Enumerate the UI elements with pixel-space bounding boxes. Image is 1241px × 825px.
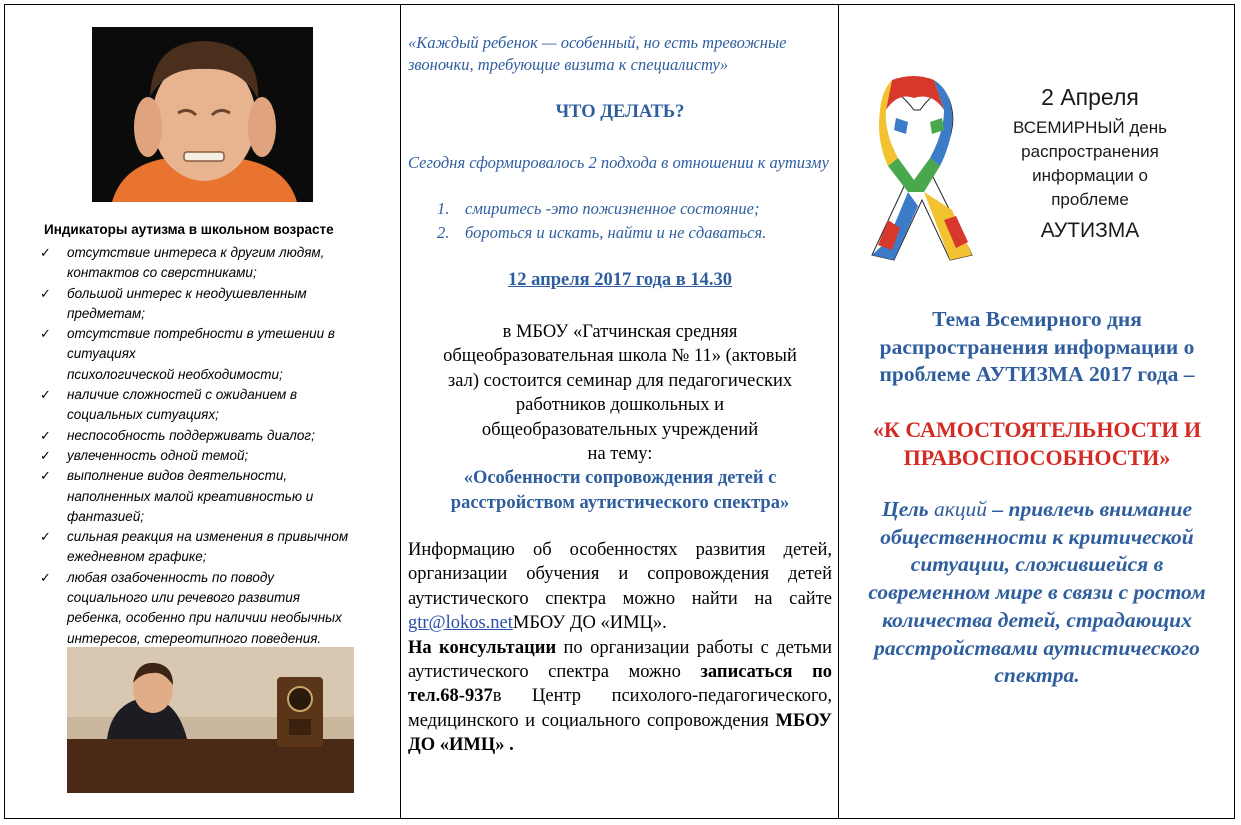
seminar-date-text: 12 апреля 2017 года в 14.30 xyxy=(507,270,733,290)
topic-line: «Особенности сопровождения детей с xyxy=(463,468,777,489)
indicator-line: интересов, стереотипного поведения. xyxy=(67,630,322,646)
indicator-item xyxy=(40,466,388,527)
photo-boy-at-table xyxy=(67,647,354,793)
column-divider-left xyxy=(400,4,401,819)
seminar-line: общеобразовательных учреждений xyxy=(481,419,759,440)
indicator-item xyxy=(40,426,388,446)
april-2-line: 2 Апреля xyxy=(1041,84,1139,110)
checkmark-icon: ✓ xyxy=(40,468,51,484)
consult-text-2: в Центр психолого-педагогического, медицинского и социального сопровождения xyxy=(408,686,832,731)
consult-phone: записаться по тел.68-937 xyxy=(408,662,832,707)
checkmark-icon: ✓ xyxy=(40,387,51,403)
approach-number: 1. xyxy=(437,199,450,218)
theme-line: Тема Всемирного дня xyxy=(932,307,1142,331)
seminar-date xyxy=(408,270,832,291)
seminar-topic xyxy=(408,466,832,515)
approach-number: 2. xyxy=(437,223,450,242)
info-text-2: МБОУ ДО «ИМЦ». xyxy=(512,613,667,634)
photo-boy-covering-ears xyxy=(92,27,313,202)
checkmark-icon: ✓ xyxy=(40,529,51,545)
checkmark-icon: ✓ xyxy=(40,285,51,301)
column-divider-right xyxy=(838,4,839,819)
indicator-item xyxy=(40,568,388,649)
approaches-intro: Сегодня сформировалось 2 подхода в отношении к аутизму xyxy=(408,153,829,172)
theme-line: распространения информации о xyxy=(879,334,1195,359)
indicator-item xyxy=(40,385,388,426)
theme-heading xyxy=(848,306,1226,389)
website-link[interactable]: gtr@lokos.net xyxy=(408,613,513,634)
indicator-item xyxy=(40,446,388,466)
goal-actions: акций xyxy=(928,497,988,521)
indicator-line: социальных ситуациях; xyxy=(67,407,219,423)
what-to-do-heading: ЧТО ДЕЛАТЬ? xyxy=(555,102,685,122)
indicator-line: любая озабоченность по поводу xyxy=(67,569,274,585)
checkmark-icon: ✓ xyxy=(40,447,51,463)
indicator-item xyxy=(40,284,388,325)
indicators-title: Индикаторы аутизма в школьном возрасте xyxy=(44,222,334,237)
indicator-line: отсутствие интереса к другим людям, xyxy=(67,245,325,260)
goal-word: Цель xyxy=(882,497,929,521)
theme-slogan xyxy=(848,416,1226,471)
approaches-list xyxy=(437,197,837,245)
indicator-line: психологической необходимости; xyxy=(67,366,283,382)
approach-text: смиритесь -это пожизненное состояние; xyxy=(465,199,760,218)
indicator-line: ситуациях xyxy=(67,346,136,362)
slogan-line: ПРАВОСПОСОБНОСТИ» xyxy=(903,444,1171,470)
seminar-line: зал) состоится семинар для педагогических xyxy=(447,370,793,391)
indicator-line: наличие сложностей с ожиданием в xyxy=(67,387,298,403)
indicators-list xyxy=(40,243,388,649)
april-2-line: распространения xyxy=(1021,142,1159,161)
indicator-line: увлеченность одной темой; xyxy=(67,447,249,463)
approach-item xyxy=(437,197,837,221)
approach-item xyxy=(437,221,837,245)
indicator-line: ежедневном графике; xyxy=(67,549,207,565)
seminar-line: работников дошкольных и xyxy=(515,395,725,416)
indicator-line: сильная реакция на изменения в привычном xyxy=(67,529,349,545)
consult-bold-1: На консультации xyxy=(408,637,557,658)
seminar-line: в МБОУ «Гатчинская средняя xyxy=(502,322,738,342)
indicator-line: социального или речевого развития xyxy=(67,590,300,606)
checkmark-icon: ✓ xyxy=(40,326,51,342)
indicator-line: контактов со сверстниками; xyxy=(67,265,257,281)
indicator-line: ребенка, особенно при наличии необычных xyxy=(67,610,342,626)
indicator-line: выполнение видов деятельности, xyxy=(67,468,288,484)
april-2-line: ВСЕМИРНЫЙ день xyxy=(1013,118,1167,137)
indicator-item xyxy=(40,527,388,568)
topic-line: расстройством аутистического спектра» xyxy=(450,492,790,513)
april-2-line: проблеме xyxy=(1051,190,1129,209)
slogan-line: «К САМОСТОЯТЕЛЬНОСТИ И xyxy=(872,417,1202,442)
indicator-line: отсутствие потребности в утешении в xyxy=(67,326,335,342)
indicator-line: большой интерес к неодушевленным xyxy=(67,285,307,301)
indicator-line: наполненных малой креативностью и xyxy=(67,488,314,504)
indicator-item xyxy=(40,324,388,385)
consult-text-1: по организации работы с детьми аутистического спектра можно xyxy=(408,637,832,683)
approach-text: бороться и искать, найти и не сдаваться. xyxy=(465,223,767,242)
checkmark-icon: ✓ xyxy=(40,427,51,443)
goal-text: – привлечь внимание общественности к критической ситуации, сложившейся в современном мире в связи с ростом количества детей, страдающих расстройствами аутистического спектра. xyxy=(868,497,1206,688)
checkmark-icon: ✓ xyxy=(40,569,51,585)
indicator-line: неспособность поддерживать диалог; xyxy=(67,427,315,443)
consult-bold-3: МБОУ ДО «ИМЦ» . xyxy=(408,710,832,756)
indicator-line: фантазией; xyxy=(67,508,145,524)
quote: «Каждый ребенок — особенный, но есть тревожные звоночки, требующие визита к специалисту» xyxy=(408,33,787,74)
april-2-line: информации о xyxy=(1032,166,1148,185)
seminar-announcement xyxy=(408,320,832,515)
seminar-line: на тему: xyxy=(587,444,653,465)
seminar-line: общеобразовательная школа № 11» (актовый xyxy=(443,346,797,367)
info-paragraph xyxy=(408,538,832,758)
goal-paragraph xyxy=(848,496,1226,690)
april-2-line: АУТИЗМА xyxy=(1040,219,1140,242)
checkmark-icon: ✓ xyxy=(40,245,51,260)
theme-line: проблеме АУТИЗМА 2017 года – xyxy=(879,362,1195,386)
indicator-item xyxy=(40,243,388,284)
indicator-line: предметам; xyxy=(67,305,145,321)
info-text-1: Информацию об особенностях развития детей, организации обучения и сопровождения детей аутистического спектра можно найти на сайте xyxy=(408,540,832,609)
